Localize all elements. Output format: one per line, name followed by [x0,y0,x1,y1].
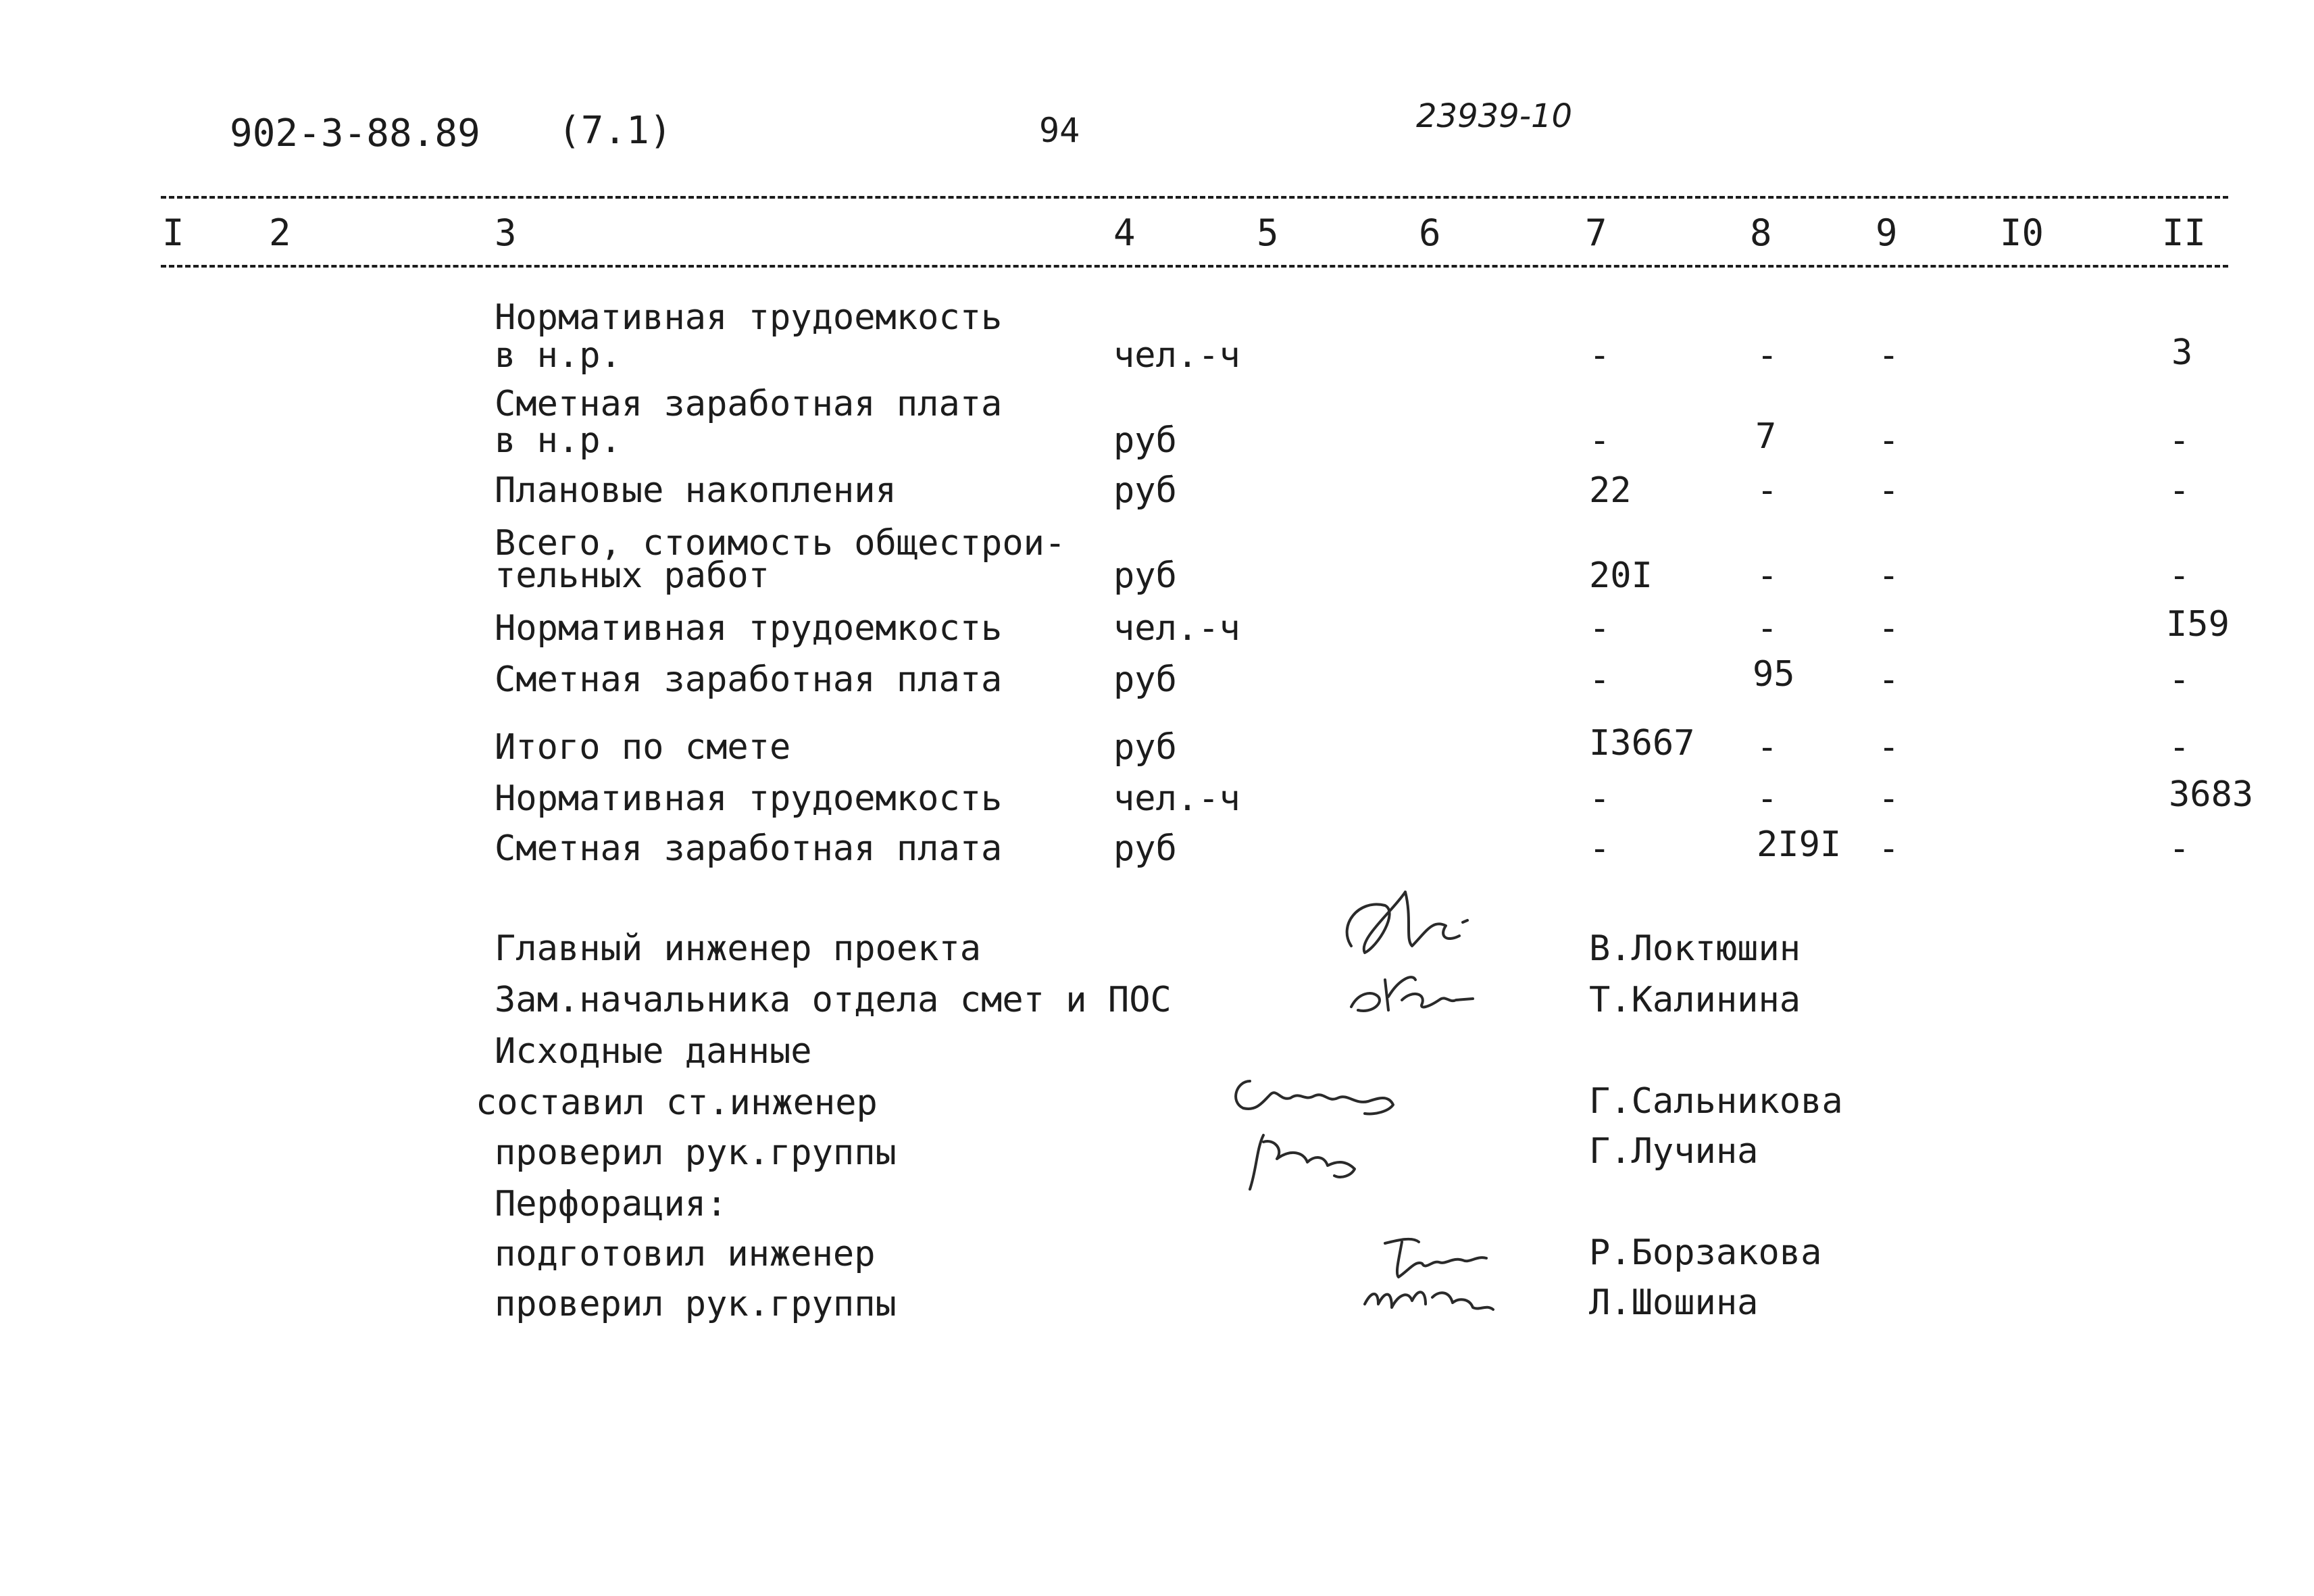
cell-col-7: - [1589,608,1611,649]
album-number: (7.1) [558,109,672,153]
cell-col-9: - [1878,659,1900,700]
row-name: Всего, стоимость общестрои- [495,523,1066,564]
column-header-1: I [162,211,184,254]
cell-col-8: 2I9I [1757,824,1842,865]
signature-role: подготовил инженер [495,1234,876,1274]
cell-col-8: - [1757,608,1778,649]
cell-col-9: - [1878,828,1900,869]
cell-col-7: 22 [1589,470,1632,511]
handwritten-signature-borzakova [1338,1223,1513,1338]
signature-role: Зам.начальника отдела смет и ПОС [495,980,1172,1020]
document-code: 902-3-88.89 [230,111,480,155]
row-unit: чел.-ч [1113,608,1240,649]
row-name: Нормативная трудоемкость [495,608,1003,649]
row-name-continued: тельных работ [495,555,770,596]
cell-col-7: - [1589,335,1611,376]
page-number: 94 [1039,111,1080,150]
signatory-name: Г.Лучина [1589,1131,1759,1172]
cell-col-8: 95 [1753,654,1795,695]
row-name: Сметная заработная плата [495,384,1003,424]
column-header-9: 9 [1876,211,1898,254]
row-name-continued: в н.р. [495,335,622,376]
row-unit: руб [1113,470,1177,511]
cell-col-7: - [1589,659,1611,700]
row-unit: руб [1113,727,1177,768]
column-header-4: 4 [1113,211,1136,254]
signature-role: Главный инженер проекта [495,928,982,969]
cell-col-7: - [1589,420,1611,461]
signatory-name: Т.Калинина [1589,980,1801,1020]
row-name: Итого по смете [495,727,791,768]
signatory-name: Л.Шошина [1589,1282,1759,1323]
signature-role: проверил рук.группы [495,1284,897,1324]
cell-col-11: - [2169,828,2190,869]
cell-col-8: - [1757,335,1778,376]
signature-role: составил ст.инженер [476,1082,878,1123]
column-header-6: 6 [1419,211,1441,254]
cell-col-8: - [1757,470,1778,511]
handwritten-signature-loktyushin [1311,872,1513,1027]
cell-col-8: - [1757,727,1778,768]
row-name: Сметная заработная плата [495,828,1003,869]
registration-number: 23939-10 [1416,97,1573,135]
row-unit: чел.-ч [1113,335,1240,376]
cell-col-11: - [2169,420,2190,461]
column-header-5: 5 [1257,211,1279,254]
cell-col-8: - [1757,778,1778,819]
column-header-8: 8 [1750,211,1772,254]
handwritten-signature-salnikova [1216,1054,1439,1203]
table-header-rule [161,265,2228,268]
row-unit: чел.-ч [1113,778,1240,819]
cell-col-7: - [1589,778,1611,819]
row-unit: руб [1113,420,1177,461]
signatory-name: В.Локтюшин [1589,928,1801,969]
cell-col-9: - [1878,420,1900,461]
cell-col-7: - [1589,828,1611,869]
row-unit: руб [1113,659,1177,700]
row-name-continued: в н.р. [495,420,622,461]
cell-col-9: - [1878,470,1900,511]
cell-col-11: - [2169,727,2190,768]
column-header-11: II [2162,211,2207,254]
cell-col-8: 7 [1755,416,1777,457]
cell-col-9: - [1878,727,1900,768]
cell-col-9: - [1878,555,1900,596]
row-name: Нормативная трудоемкость [495,297,1003,338]
table-top-rule [161,196,2228,199]
signature-section-label: Перфорация: [495,1184,728,1224]
row-unit: руб [1113,828,1177,869]
row-unit: руб [1113,555,1177,596]
row-name: Плановые накопления [495,470,897,511]
signature-role: проверил рук.группы [495,1132,897,1173]
cell-col-9: - [1878,335,1900,376]
cell-col-9: - [1878,608,1900,649]
cell-col-9: - [1878,778,1900,819]
cell-col-7: I3667 [1589,723,1695,764]
column-header-2: 2 [269,211,291,254]
cell-col-11: I59 [2166,604,2230,645]
signature-section-label: Исходные данные [495,1031,812,1072]
signatory-name: Р.Борзакова [1589,1232,1822,1273]
cell-col-8: - [1757,555,1778,596]
column-header-7: 7 [1585,211,1607,254]
signatory-name: Г.Сальникова [1589,1081,1843,1122]
row-name: Нормативная трудоемкость [495,778,1003,819]
column-header-3: 3 [495,211,517,254]
cell-col-11: 3683 [2169,774,2254,815]
row-name: Сметная заработная плата [495,659,1003,700]
column-header-10: I0 [2000,211,2044,254]
cell-col-7: 20I [1589,555,1653,596]
cell-col-11: - [2169,470,2190,511]
cell-col-11: - [2169,555,2190,596]
cell-col-11: - [2169,659,2190,700]
cell-col-11: 3 [2171,332,2193,373]
